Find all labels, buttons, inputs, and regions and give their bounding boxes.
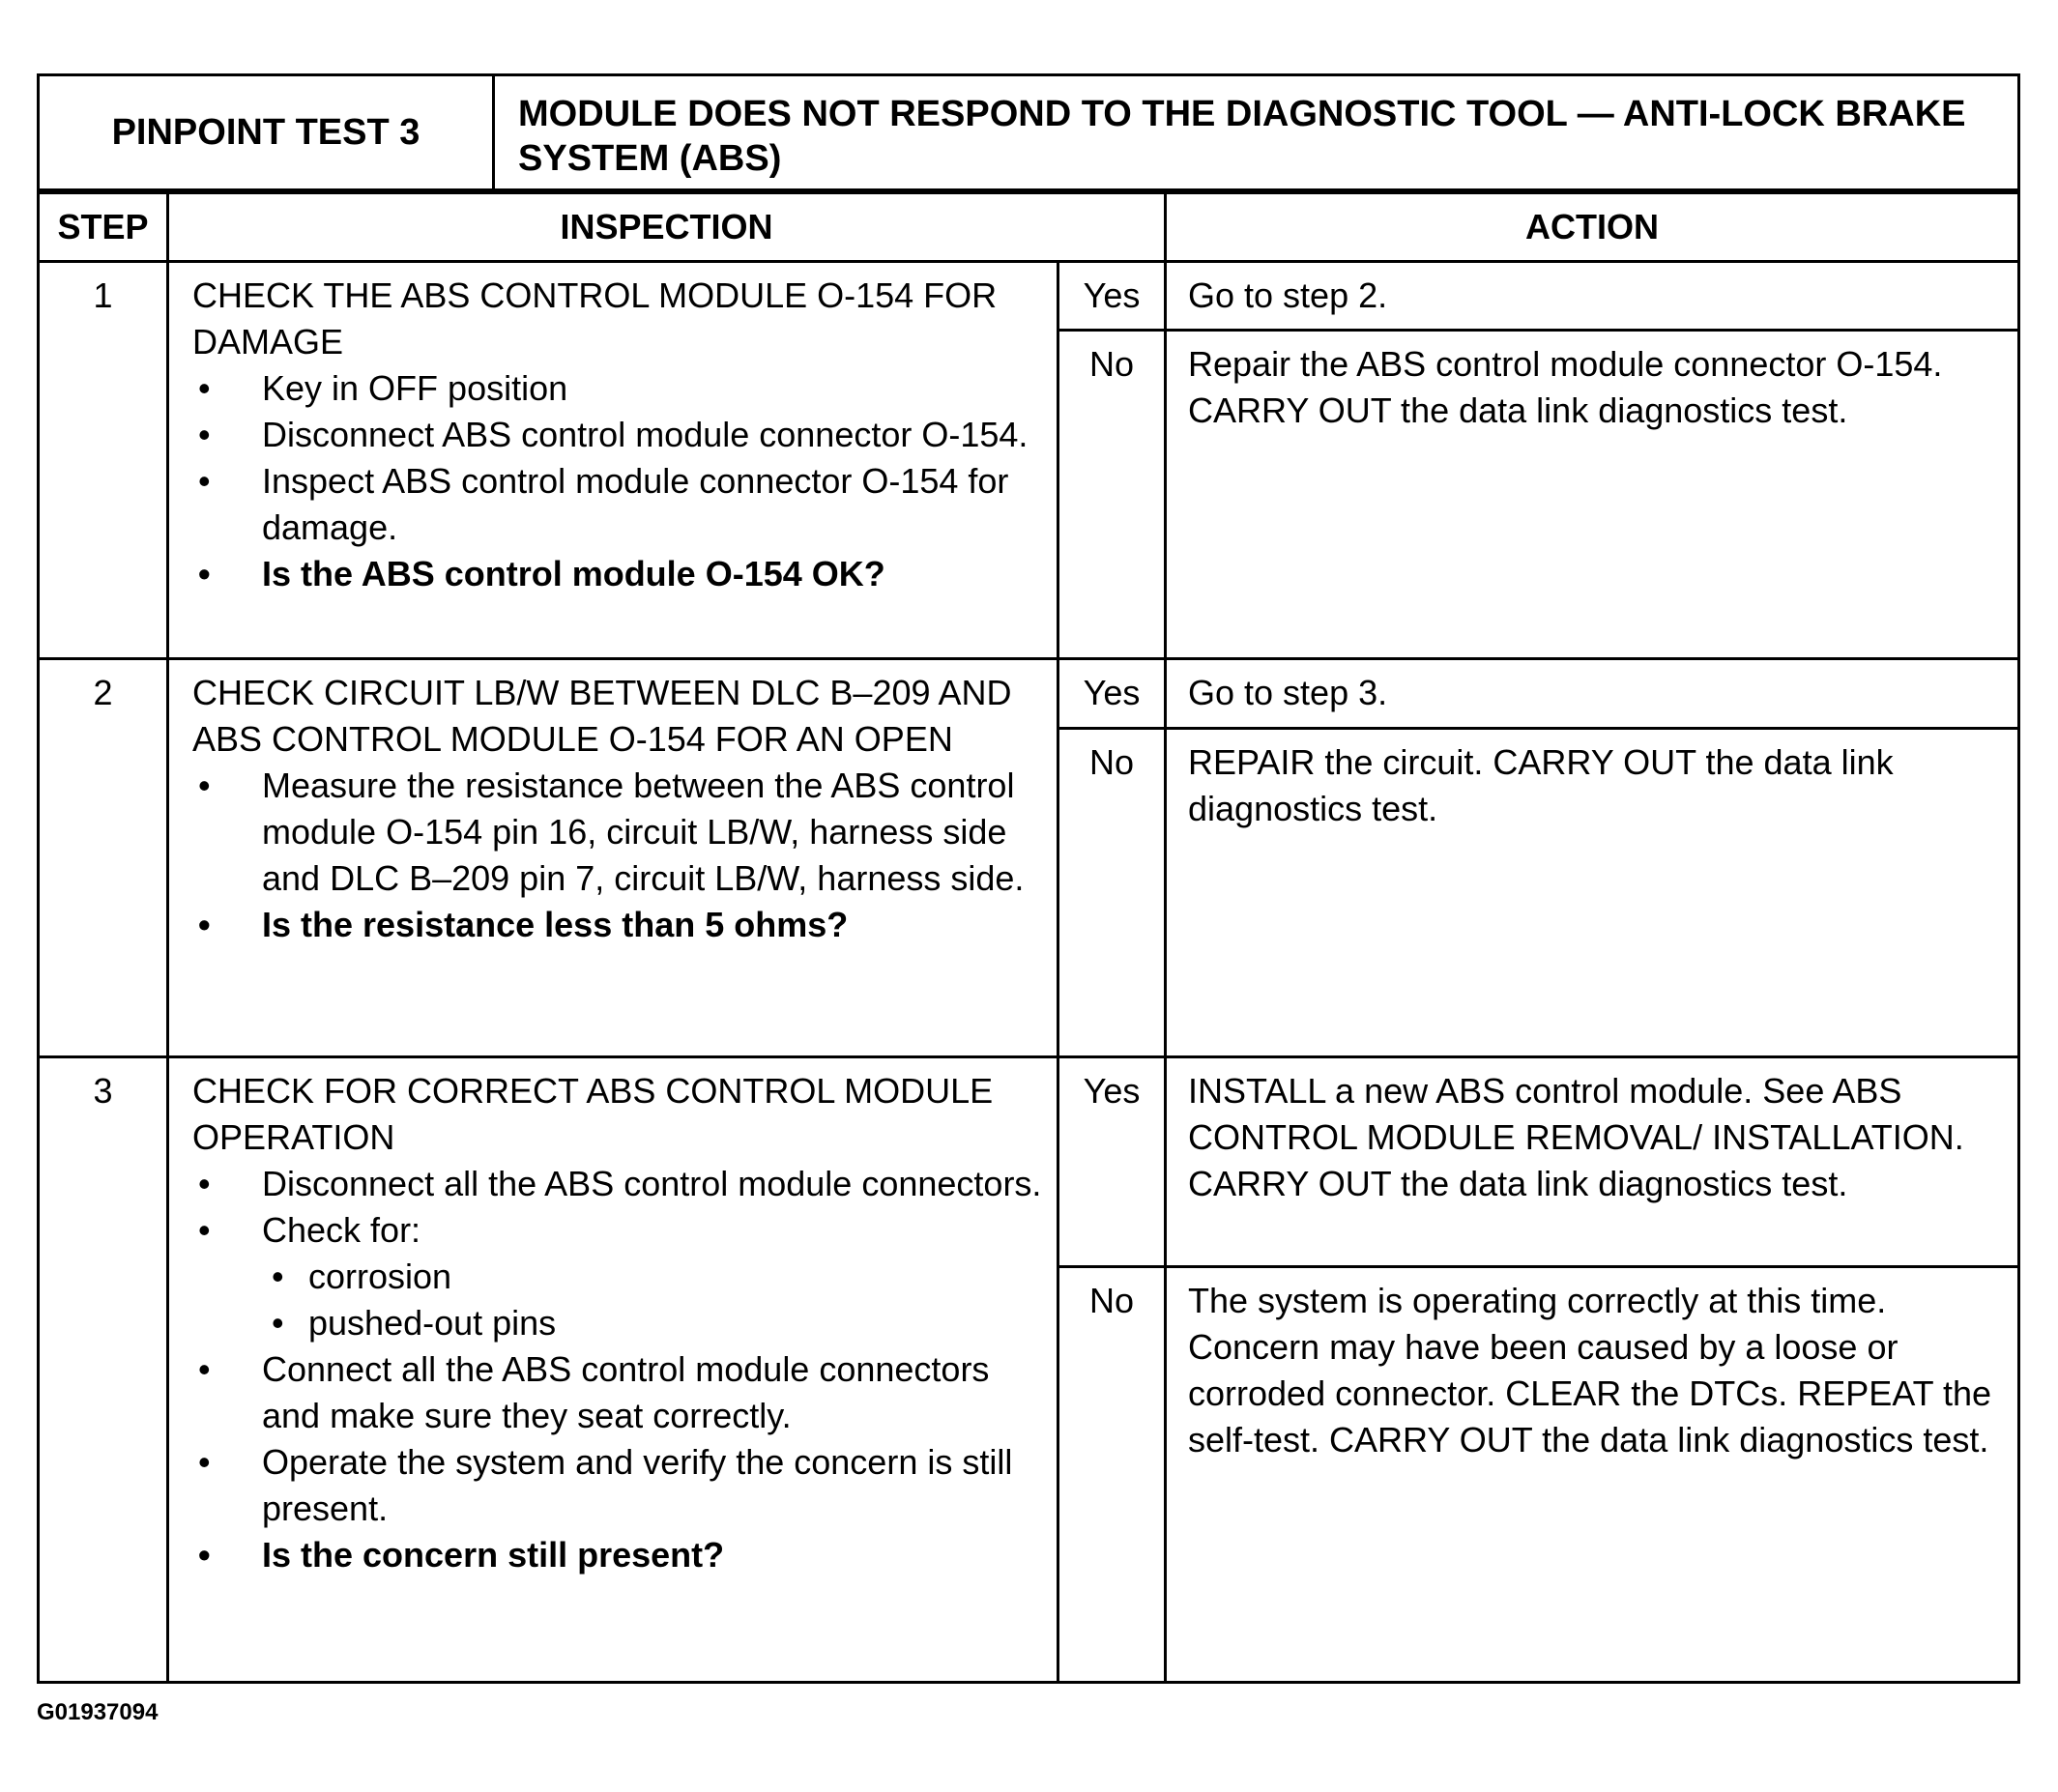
check-sublist <box>262 1254 1043 1346</box>
column-header-step: STEP <box>39 193 168 262</box>
step-inspection <box>168 659 1058 1057</box>
step-number: 2 <box>39 659 168 1057</box>
test-title: MODULE DOES NOT RESPOND TO THE DIAGNOSTIC TOOL — ANTI-LOCK BRAKE SYSTEM (ABS) <box>494 75 2019 190</box>
inspection-list <box>192 365 1043 597</box>
column-header-row <box>39 193 2019 262</box>
step-inspection <box>168 262 1058 659</box>
yes-action: Go to step 3. <box>1166 659 2019 729</box>
step-heading: CHECK THE ABS CONTROL MODULE O-154 FOR DAMAGE <box>192 275 998 361</box>
inspection-item: • Operate the system and verify the concern is still present. <box>192 1439 1043 1532</box>
pinpoint-table <box>37 191 2020 1684</box>
inspection-item: • Disconnect all the ABS control module connectors. <box>192 1161 1043 1207</box>
inspection-item: • Connect all the ABS control module connectors and make sure they seat correctly. <box>192 1346 1043 1439</box>
test-header <box>37 73 2020 191</box>
step-row <box>39 659 2019 729</box>
column-header-inspection: INSPECTION <box>168 193 1166 262</box>
test-id: PINPOINT TEST 3 <box>39 75 494 190</box>
yes-label: Yes <box>1058 262 1166 331</box>
yes-action: Go to step 2. <box>1166 262 2019 331</box>
step-heading: CHECK FOR CORRECT ABS CONTROL MODULE OPERATION <box>192 1071 994 1157</box>
no-label: No <box>1058 331 1166 659</box>
no-action: Repair the ABS control module connector O-154. CARRY OUT the data link diagnostics test. <box>1166 331 2019 659</box>
yes-label: Yes <box>1058 1057 1166 1267</box>
inspection-item: • Measure the resistance between the ABS control module O-154 pin 16, circuit LB/W, harness side and DLC B–209 pin 7, circuit LB/W, harness side. <box>192 763 1043 902</box>
inspection-item <box>192 1207 1043 1346</box>
step-row <box>39 262 2019 331</box>
no-label: No <box>1058 729 1166 1057</box>
figure-id: G01937094 <box>37 1699 159 1725</box>
step-row <box>39 1057 2019 1267</box>
inspection-question: • Is the resistance less than 5 ohms? <box>192 902 1043 948</box>
inspection-item: • Disconnect ABS control module connector O-154. <box>192 412 1043 458</box>
step-number: 3 <box>39 1057 168 1683</box>
inspection-item-text: Check for: <box>262 1210 421 1250</box>
check-subitem: • pushed-out pins <box>262 1300 1043 1346</box>
inspection-item: • Key in OFF position <box>192 365 1043 412</box>
no-label: No <box>1058 1267 1166 1683</box>
yes-label: Yes <box>1058 659 1166 729</box>
no-action: REPAIR the circuit. CARRY OUT the data link diagnostics test. <box>1166 729 2019 1057</box>
yes-action: INSTALL a new ABS control module. See ABS CONTROL MODULE REMOVAL/ INSTALLATION. CARRY OUT the data link diagnostics test. <box>1166 1057 2019 1267</box>
step-number: 1 <box>39 262 168 659</box>
column-header-action: ACTION <box>1166 193 2019 262</box>
check-subitem: • corrosion <box>262 1254 1043 1300</box>
inspection-item: • Inspect ABS control module connector O-154 for damage. <box>192 458 1043 551</box>
inspection-question: • Is the ABS control module O-154 OK? <box>192 551 1043 597</box>
step-inspection <box>168 1057 1058 1683</box>
inspection-question: • Is the concern still present? <box>192 1532 1043 1578</box>
inspection-list <box>192 1161 1043 1578</box>
no-action: The system is operating correctly at this time. Concern may have been caused by a loose or corroded connector. CLEAR the DTCs. REPEAT the self-test. CARRY OUT the data link diagnostics test. <box>1166 1267 2019 1683</box>
inspection-list <box>192 763 1043 948</box>
step-heading: CHECK CIRCUIT LB/W BETWEEN DLC B–209 AND ABS CONTROL MODULE O-154 FOR AN OPEN <box>192 673 1012 759</box>
